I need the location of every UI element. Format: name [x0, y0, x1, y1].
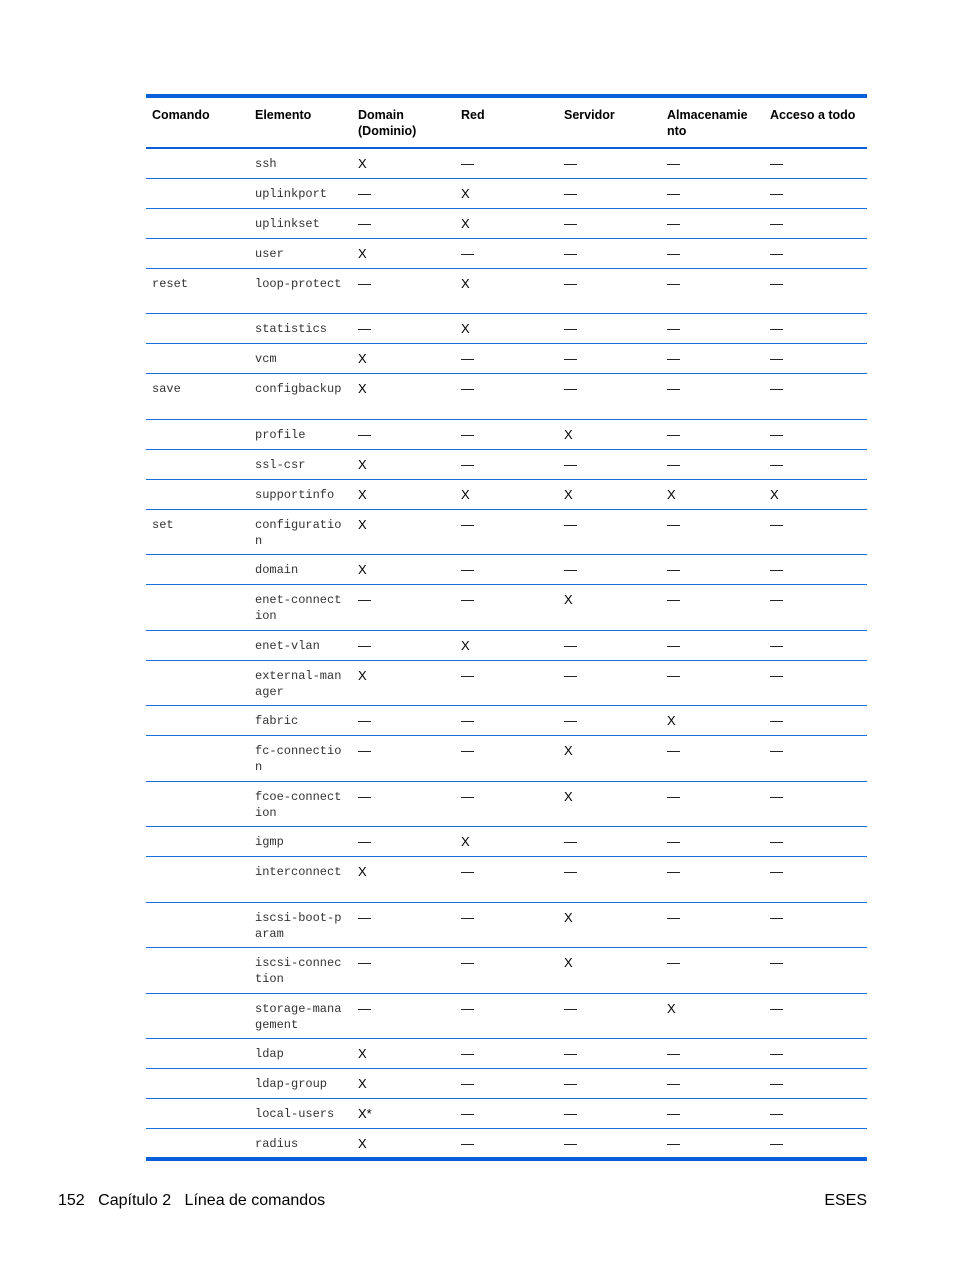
permission-cell: — — [558, 1129, 661, 1159]
element-cell: configbackup — [249, 374, 352, 420]
permission-cell: — — [661, 1099, 764, 1129]
command-cell — [146, 449, 249, 479]
table-row — [146, 509, 867, 555]
table-row — [146, 419, 867, 449]
table-row — [146, 585, 867, 631]
permission-cell: — — [352, 268, 455, 314]
permission-cell: — — [455, 374, 558, 420]
permission-cell: — — [558, 344, 661, 374]
permission-cell: — — [661, 630, 764, 660]
command-cell — [146, 344, 249, 374]
table-row — [146, 660, 867, 706]
permission-cell: — — [455, 1099, 558, 1129]
permission-cell: — — [764, 902, 867, 948]
permission-cell: — — [764, 660, 867, 706]
permission-cell: X — [764, 479, 867, 509]
permission-cell: — — [455, 419, 558, 449]
element-cell: fcoe-connection — [249, 781, 352, 827]
column-header: Elemento — [255, 108, 312, 122]
permission-cell: X — [352, 1039, 455, 1069]
permission-cell: — — [661, 178, 764, 208]
permission-cell: X — [661, 479, 764, 509]
command-cell — [146, 479, 249, 509]
element-cell: enet-connection — [249, 585, 352, 631]
permission-cell: — — [352, 208, 455, 238]
permission-cell: — — [558, 1069, 661, 1099]
permission-cell: X — [455, 314, 558, 344]
table-row — [146, 781, 867, 827]
element-cell: iscsi-connection — [249, 948, 352, 994]
permission-cell: — — [661, 827, 764, 857]
command-cell — [146, 736, 249, 782]
table-row — [146, 827, 867, 857]
command-cell: reset — [146, 268, 249, 314]
permission-cell: — — [661, 1069, 764, 1099]
column-header: Servidor — [564, 108, 615, 122]
table-row — [146, 344, 867, 374]
column-header: Red — [461, 108, 485, 122]
table-row — [146, 449, 867, 479]
permission-cell: — — [764, 268, 867, 314]
permission-cell: X — [352, 509, 455, 555]
permission-cell: — — [764, 238, 867, 268]
permission-cell: — — [661, 238, 764, 268]
command-cell — [146, 781, 249, 827]
footer-left — [58, 1192, 334, 1210]
command-cell — [146, 208, 249, 238]
permission-cell: X — [558, 781, 661, 827]
table-row — [146, 1069, 867, 1099]
table-row — [146, 1099, 867, 1129]
element-cell: ssl-csr — [249, 449, 352, 479]
permission-cell: X — [352, 449, 455, 479]
command-cell — [146, 1099, 249, 1129]
permission-cell: — — [455, 993, 558, 1039]
element-cell: ldap-group — [249, 1069, 352, 1099]
permission-cell: — — [352, 736, 455, 782]
command-cell — [146, 148, 249, 178]
permission-cell: — — [661, 314, 764, 344]
command-cell — [146, 1039, 249, 1069]
permission-cell: — — [764, 993, 867, 1039]
command-cell — [146, 178, 249, 208]
permission-cell: — — [352, 314, 455, 344]
permission-cell: — — [352, 993, 455, 1039]
permission-cell: — — [455, 857, 558, 903]
permission-cell: — — [764, 509, 867, 555]
command-cell — [146, 555, 249, 585]
permission-cell: — — [352, 827, 455, 857]
element-cell: configuration — [249, 509, 352, 555]
page-footer — [58, 1192, 867, 1210]
permission-cell: — — [764, 314, 867, 344]
permission-cell: — — [764, 374, 867, 420]
element-cell: loop-protect — [249, 268, 352, 314]
chapter-label: Capítulo 2 — [98, 1192, 172, 1209]
permission-cell: X — [455, 178, 558, 208]
permission-cell: — — [558, 706, 661, 736]
command-cell: save — [146, 374, 249, 420]
element-cell: supportinfo — [249, 479, 352, 509]
permission-cell: — — [455, 1129, 558, 1159]
element-cell: igmp — [249, 827, 352, 857]
table-row — [146, 208, 867, 238]
permission-cell: — — [558, 178, 661, 208]
permission-cell: — — [558, 660, 661, 706]
permission-cell: — — [455, 781, 558, 827]
permission-cell: — — [764, 948, 867, 994]
permission-cell: X — [661, 993, 764, 1039]
column-header: Acceso a todo — [770, 108, 856, 122]
table-row — [146, 1039, 867, 1069]
element-cell: ldap — [249, 1039, 352, 1069]
permission-cell: — — [661, 509, 764, 555]
chapter-title: Línea de comandos — [184, 1192, 326, 1209]
permission-cell: — — [661, 148, 764, 178]
command-cell — [146, 902, 249, 948]
command-cell — [146, 948, 249, 994]
permission-cell: — — [764, 706, 867, 736]
table-row — [146, 178, 867, 208]
permission-cell: — — [764, 208, 867, 238]
permission-cell: — — [764, 1099, 867, 1129]
permission-cell: X — [558, 902, 661, 948]
table-row — [146, 736, 867, 782]
table-header-row — [146, 96, 867, 148]
permission-cell: X — [455, 268, 558, 314]
element-cell: enet-vlan — [249, 630, 352, 660]
column-header: Domain (Dominio) — [358, 108, 417, 138]
command-cell — [146, 314, 249, 344]
permission-cell: — — [558, 555, 661, 585]
permission-cell: — — [764, 1069, 867, 1099]
element-cell: external-manager — [249, 660, 352, 706]
permission-cell: — — [558, 314, 661, 344]
permission-cell: X — [558, 479, 661, 509]
table-row — [146, 238, 867, 268]
permissions-table — [146, 94, 867, 1161]
column-header: Comando — [152, 108, 210, 122]
permission-cell: — — [558, 509, 661, 555]
permission-cell: — — [764, 148, 867, 178]
table-row — [146, 630, 867, 660]
command-cell — [146, 1069, 249, 1099]
table-row — [146, 268, 867, 314]
permission-cell: — — [455, 902, 558, 948]
table-row — [146, 902, 867, 948]
permission-cell: — — [764, 449, 867, 479]
command-cell: set — [146, 509, 249, 555]
permission-cell: — — [764, 344, 867, 374]
permission-cell: — — [455, 585, 558, 631]
permission-cell: — — [661, 1039, 764, 1069]
permission-cell: — — [764, 781, 867, 827]
element-cell: ssh — [249, 148, 352, 178]
permission-cell: X — [352, 857, 455, 903]
element-cell: profile — [249, 419, 352, 449]
table-row — [146, 993, 867, 1039]
permission-cell: — — [352, 178, 455, 208]
element-cell: storage-management — [249, 993, 352, 1039]
permission-cell: X — [352, 479, 455, 509]
footer-right-label: ESES — [824, 1192, 867, 1209]
permission-cell: — — [764, 585, 867, 631]
permission-cell: — — [352, 419, 455, 449]
command-cell — [146, 1129, 249, 1159]
permission-cell: X — [352, 374, 455, 420]
permission-cell: — — [455, 449, 558, 479]
table-row — [146, 314, 867, 344]
command-cell — [146, 585, 249, 631]
permission-cell: — — [558, 857, 661, 903]
permission-cell: — — [455, 1039, 558, 1069]
table-row — [146, 479, 867, 509]
permission-cell: — — [558, 827, 661, 857]
permission-cell: X — [352, 1129, 455, 1159]
element-cell: fabric — [249, 706, 352, 736]
permission-cell: — — [558, 148, 661, 178]
permission-cell: — — [455, 148, 558, 178]
permission-cell: — — [558, 268, 661, 314]
permission-cell: — — [352, 781, 455, 827]
permission-cell: — — [352, 902, 455, 948]
permission-cell: — — [764, 419, 867, 449]
permission-cell: X — [455, 479, 558, 509]
table-body — [146, 148, 867, 1159]
table-row — [146, 374, 867, 420]
permission-cell: — — [352, 948, 455, 994]
command-cell — [146, 706, 249, 736]
permission-cell: X — [352, 148, 455, 178]
permission-cell: — — [661, 208, 764, 238]
permission-cell: — — [764, 1039, 867, 1069]
permission-cell: — — [661, 585, 764, 631]
table-row — [146, 148, 867, 178]
element-cell: iscsi-boot-param — [249, 902, 352, 948]
permission-cell: — — [352, 706, 455, 736]
permission-cell: — — [661, 736, 764, 782]
element-cell: fc-connection — [249, 736, 352, 782]
permission-cell: — — [661, 374, 764, 420]
permission-cell: — — [764, 178, 867, 208]
permission-cell: — — [455, 509, 558, 555]
command-cell — [146, 857, 249, 903]
permission-cell: — — [661, 781, 764, 827]
element-cell: local-users — [249, 1099, 352, 1129]
permission-cell: — — [661, 1129, 764, 1159]
permission-cell: — — [558, 238, 661, 268]
permission-cell: X — [352, 238, 455, 268]
element-cell: vcm — [249, 344, 352, 374]
permission-cell: X — [558, 736, 661, 782]
permission-cell: X — [352, 555, 455, 585]
permission-cell: — — [764, 827, 867, 857]
permission-cell: — — [558, 993, 661, 1039]
command-cell — [146, 630, 249, 660]
command-cell — [146, 660, 249, 706]
table-row — [146, 1129, 867, 1159]
command-cell — [146, 993, 249, 1039]
element-cell: user — [249, 238, 352, 268]
permission-cell: — — [558, 208, 661, 238]
element-cell: radius — [249, 1129, 352, 1159]
table-row — [146, 706, 867, 736]
permission-cell: — — [661, 268, 764, 314]
element-cell: uplinkport — [249, 178, 352, 208]
permission-cell: X* — [352, 1099, 455, 1129]
permission-cell: X — [558, 948, 661, 994]
permission-cell: X — [352, 660, 455, 706]
permission-cell: — — [352, 630, 455, 660]
column-header: Almacenamie nto — [667, 108, 748, 138]
permission-cell: — — [764, 857, 867, 903]
permission-cell: X — [352, 1069, 455, 1099]
permission-cell: — — [764, 1129, 867, 1159]
permission-cell: — — [764, 630, 867, 660]
command-cell — [146, 238, 249, 268]
command-cell — [146, 827, 249, 857]
permission-cell: — — [661, 902, 764, 948]
permission-cell: — — [455, 1069, 558, 1099]
permission-cell: — — [661, 449, 764, 479]
permission-cell: — — [558, 630, 661, 660]
permission-cell: X — [558, 419, 661, 449]
table-row — [146, 555, 867, 585]
permission-cell: — — [661, 555, 764, 585]
permission-cell: — — [764, 736, 867, 782]
permission-cell: X — [558, 585, 661, 631]
permission-cell: — — [558, 1099, 661, 1129]
permission-cell: — — [661, 660, 764, 706]
element-cell: interconnect — [249, 857, 352, 903]
permission-cell: X — [352, 344, 455, 374]
page-number: 152 — [58, 1192, 85, 1209]
permission-cell: — — [455, 736, 558, 782]
element-cell: domain — [249, 555, 352, 585]
permission-cell: — — [455, 344, 558, 374]
table-row — [146, 948, 867, 994]
permission-cell: — — [455, 948, 558, 994]
permission-cell: — — [455, 555, 558, 585]
permission-cell: — — [661, 948, 764, 994]
permission-cell: — — [352, 585, 455, 631]
permission-cell: X — [661, 706, 764, 736]
permission-cell: X — [455, 208, 558, 238]
permission-cell: — — [661, 344, 764, 374]
permission-cell: — — [558, 1039, 661, 1069]
permission-cell: — — [455, 238, 558, 268]
permission-cell: — — [455, 706, 558, 736]
permission-cell: — — [661, 857, 764, 903]
table-row — [146, 857, 867, 903]
permission-cell: X — [455, 827, 558, 857]
permission-cell: — — [558, 449, 661, 479]
permission-cell: — — [661, 419, 764, 449]
permission-cell: — — [764, 555, 867, 585]
element-cell: statistics — [249, 314, 352, 344]
permission-cell: — — [558, 374, 661, 420]
permission-cell: X — [455, 630, 558, 660]
command-cell — [146, 419, 249, 449]
permissions-table-container — [146, 94, 867, 1161]
permission-cell: — — [455, 660, 558, 706]
element-cell: uplinkset — [249, 208, 352, 238]
